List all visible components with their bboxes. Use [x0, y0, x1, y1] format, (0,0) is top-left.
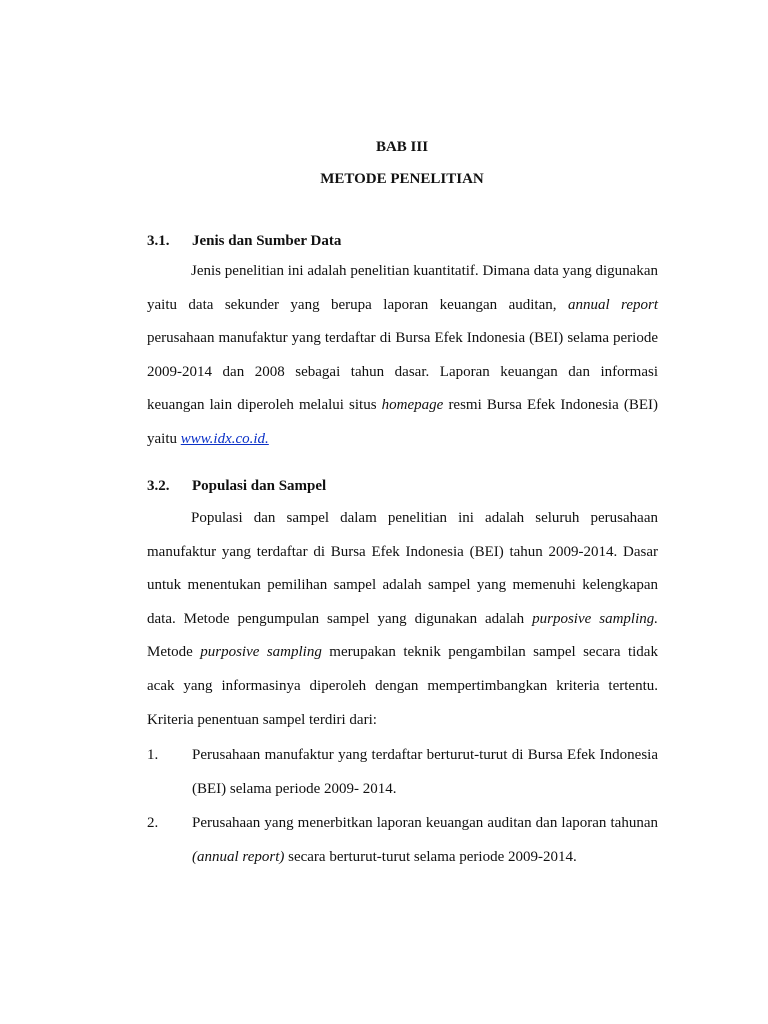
section-number: 3.2. — [147, 478, 170, 494]
list-item-text: secara berturut-turut selama periode 2009-2014. — [284, 849, 577, 865]
paragraph-populasi-sampel — [147, 502, 658, 737]
section-title: Jenis dan Sumber Data — [192, 233, 342, 249]
italic-term-purposive-sampling: purposive sampling. — [532, 610, 658, 627]
paragraph-text: perusahaan manufaktur yang terdaftar di Bursa Efek Indonesia (BEI) selama periode 2009-2014 dan 2008 sebagai tahun dasar. Laporan keuangan dan informasi keuangan lain diperoleh melalui situs — [147, 330, 658, 414]
section-heading-3-1 — [147, 232, 667, 250]
chapter-number: BAB III — [375, 139, 429, 155]
paragraph-text: Jenis penelitian ini adalah penelitian kuantitatif. Dimana data yang digunakan yaitu data sekunder yang berupa laporan keuangan auditan, — [147, 263, 658, 313]
list-item-text: Perusahaan yang menerbitkan laporan keuangan auditan dan laporan tahunan — [192, 815, 658, 831]
list-item-number: 2. — [147, 815, 159, 831]
paragraph-text: Metode — [147, 644, 201, 661]
section-number: 3.1. — [147, 233, 170, 249]
italic-term-homepage: homepage — [381, 397, 444, 414]
paragraph-jenis-sumber-data — [147, 255, 658, 457]
paragraph-text: Populasi dan sampel dalam penelitian ini adalah seluruh perusahaan manufaktur yang terdaftar di Bursa Efek Indonesia (BEI) tahun 2009-2014. Dasar untuk menentukan pemilihan sampel adalah sampel yang memenuhi kelengkapan data. Metode pengumpulan sampel yang digunakan adalah — [147, 510, 658, 627]
paragraph-text: merupakan teknik pengambilan sampel secara tidak acak yang informasinya diperoleh dengan mempertimbangkan kriteria tertentu. Kriteria penentuan sampel terdiri dari: — [147, 644, 658, 728]
chapter-title: METODE PENELITIAN — [320, 171, 484, 187]
paragraph-text: resmi Bursa Efek Indonesia (BEI) yaitu — [147, 397, 658, 447]
list-item-text: Perusahaan manufaktur yang terdaftar berturut-turut di Bursa Efek Indonesia (BEI) selama periode 2009- 2014. — [192, 747, 658, 797]
list-item-number: 1. — [147, 747, 159, 763]
section-heading-3-2 — [147, 477, 667, 495]
list-item — [147, 806, 658, 874]
italic-term-annual-report: annual report — [567, 296, 658, 313]
criteria-list — [147, 738, 658, 874]
section-title: Populasi dan Sampel — [192, 478, 327, 494]
idx-website-link[interactable]: www.idx.co.id. — [180, 430, 269, 447]
italic-term-purposive-sampling: purposive sampling — [200, 644, 322, 661]
list-item — [147, 738, 658, 806]
italic-term-annual-report: (annual report) — [192, 849, 285, 865]
